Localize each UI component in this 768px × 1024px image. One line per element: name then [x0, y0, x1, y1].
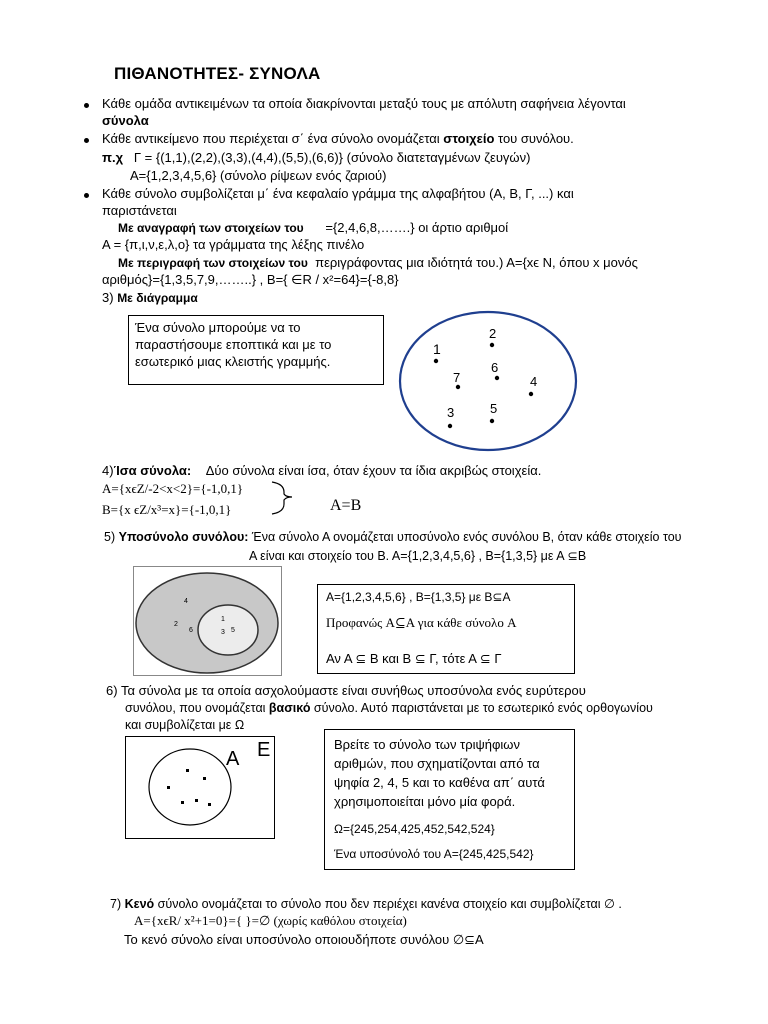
ellipse-label: 1	[433, 341, 441, 357]
section7-text: σύνολο ονομάζεται το σύνολο που δεν περιέχει κανένα στοιχείο και συμβολίζεται ∅ .	[154, 897, 622, 911]
section6-pre: συνόλου, που ονομάζεται	[125, 701, 269, 715]
exercise-line5: Ω={245,254,425,452,542,524}	[334, 822, 495, 836]
exercise-line6: Ένα υποσύνολό του Α={245,425,542}	[334, 847, 534, 861]
section4-num: 4)	[102, 463, 114, 478]
universal-set-a-label: A	[226, 748, 240, 770]
exercise-line3: ψηφία 2, 4, 5 και το καθένα απ΄ αυτά	[334, 775, 545, 790]
section6-num: 6)	[106, 683, 118, 698]
venn-inner-label: 5	[231, 627, 235, 634]
diagram-box-line2: παραστήσουμε εποπτικά και με το	[135, 337, 332, 352]
example-label: π.χ	[102, 150, 124, 165]
venn-inner-label: 3	[221, 629, 225, 636]
section6-bold: βασικό	[268, 701, 311, 715]
bullet2-pre: Κάθε αντικείμενο που περιέχεται σ΄ ένα σύνολο ονομάζεται	[102, 131, 444, 146]
section6-text: Τα σύνολα με τα οποία ασχολούμαστε είναι συνήθως υποσύνολα ενός ευρύτερου	[120, 683, 586, 698]
venn-outer-label: 2	[174, 621, 178, 628]
subset-box-line2: Προφανώς A⊆A για κάθε σύνολο A	[326, 615, 517, 630]
ellipse-label: 4	[530, 374, 538, 389]
exercise-line1: Βρείτε το σύνολο των τριψήφιων	[334, 737, 520, 752]
method1-text: ={2,4,6,8,…….} οι άρτιο αριθμοί	[325, 220, 509, 235]
bullet2-example2: Α={1,2,3,4,5,6} (σύνολο ρίψεων ενός ζαριού)	[130, 168, 387, 183]
method2-line2: αριθμός}={1,3,5,7,9,……..} , B={ ∈R / x²=64}={-8,8}	[102, 272, 399, 287]
diagram-box-line3: εσωτερικό μιας κλειστής γραμμής.	[135, 354, 331, 369]
section5-line2: Α είναι και στοιχείο του Β. Α={1,2,3,4,5,6} , Β={1,3,5} με Α ⊆Β	[249, 549, 587, 563]
venn-outer-label: 4	[184, 598, 188, 605]
bullet1-line1: Κάθε ομάδα αντικειμένων τα οποία διακρίνονται μεταξύ τους με απόλυτη σαφήνεια λέγονται	[102, 96, 626, 111]
method2-text: περιγράφοντας μια ιδιότητά του.) Α={xϵ N, όπου x μονός	[315, 255, 638, 270]
section7-line3: Το κενό σύνολο είναι υποσύνολο οποιουδήποτε συνόλου ∅⊆A	[124, 932, 484, 947]
subset-box-line1: A={1,2,3,4,5,6} , B={1,3,5} με B⊆A	[326, 590, 511, 604]
subset-box-line3: Αν Α ⊆ Β και Β ⊆ Γ, τότε Α ⊆ Γ	[326, 651, 502, 666]
section7-line2: A={xϵR/ x²+1=0}={ }=∅ (χωρίς καθόλου στοιχεία)	[134, 913, 407, 928]
bullet2-post: του συνόλου.	[494, 131, 574, 146]
exercise-line2: αριθμών, που σχηματίζονται από τα	[334, 756, 540, 771]
section6-post: σύνολο. Αυτό παριστάνεται με το εσωτερικό ενός ορθογωνίου	[310, 701, 653, 715]
section7-bold: Κενό	[124, 897, 155, 911]
section4-bold: Ίσα σύνολα:	[113, 463, 192, 478]
method3-num: 3)	[102, 290, 114, 305]
ellipse-label: 7	[453, 370, 461, 385]
universal-set-e-label: E	[257, 739, 271, 761]
section7-line1	[110, 896, 622, 911]
venn-outer-label: 6	[189, 627, 193, 634]
section6-line3: και συμβολίζεται με Ω	[125, 718, 245, 732]
section4-equality: A=B	[330, 497, 362, 514]
diagram-box-line1: Ένα σύνολο μπορούμε να το	[135, 320, 301, 335]
ellipse-label: 2	[489, 326, 497, 341]
page-title: ΠΙΘΑΝΟΤΗΤΕΣ- ΣΥΝΟΛΑ	[114, 64, 321, 83]
exercise-line4: χρησιμοποιείται μόνο μία φορά.	[334, 794, 516, 809]
bullet1-bold: σύνολα	[102, 113, 149, 128]
venn-inner-label: 1	[221, 616, 225, 623]
ellipse-label: 5	[490, 401, 498, 416]
section4-set-a: A={xϵZ/-2<x<2}={-1,0,1}	[102, 481, 244, 496]
section5-bold: Υποσύνολο συνόλου:	[118, 530, 249, 544]
section5-text: Ένα σύνολο Α ονομάζεται υποσύνολο ενός συνόλου Β, όταν κάθε στοιχείο του	[248, 530, 682, 544]
section5-num: 5)	[104, 530, 116, 544]
method1-label: Με αναγραφή των στοιχείων του	[118, 221, 304, 235]
method3-label: Με διάγραμμα	[117, 291, 198, 305]
section4-set-b: B={x ϵZ/x³=x}={-1,0,1}	[102, 502, 232, 517]
method1-line2: Α = {π,ι,ν,ε,λ,ο} τα γράμματα της λέξης πινέλο	[102, 237, 365, 252]
section7-num: 7)	[110, 897, 122, 911]
bullet3-line2: παριστάνεται	[102, 203, 177, 218]
example1-text: Γ = {(1,1),(2,2),(3,3),(4,4),(5,5),(6,6)} (σύνολο διατεταγμένων ζευγών)	[133, 150, 531, 165]
section4-text: Δύο σύνολα είναι ίσα, όταν έχουν τα ίδια ακριβώς στοιχεία.	[205, 463, 542, 478]
ellipse-label: 6	[491, 360, 499, 375]
bullet2-bold: στοιχείο	[443, 131, 495, 146]
bullet3-line1: Κάθε σύνολο συμβολίζεται μ΄ ένα κεφαλαίο γράμμα της αλφαβήτου (Α, Β, Γ, ...) και	[102, 186, 574, 201]
ellipse-label: 3	[447, 405, 455, 420]
method2-label: Με περιγραφή των στοιχείων του	[118, 256, 308, 270]
